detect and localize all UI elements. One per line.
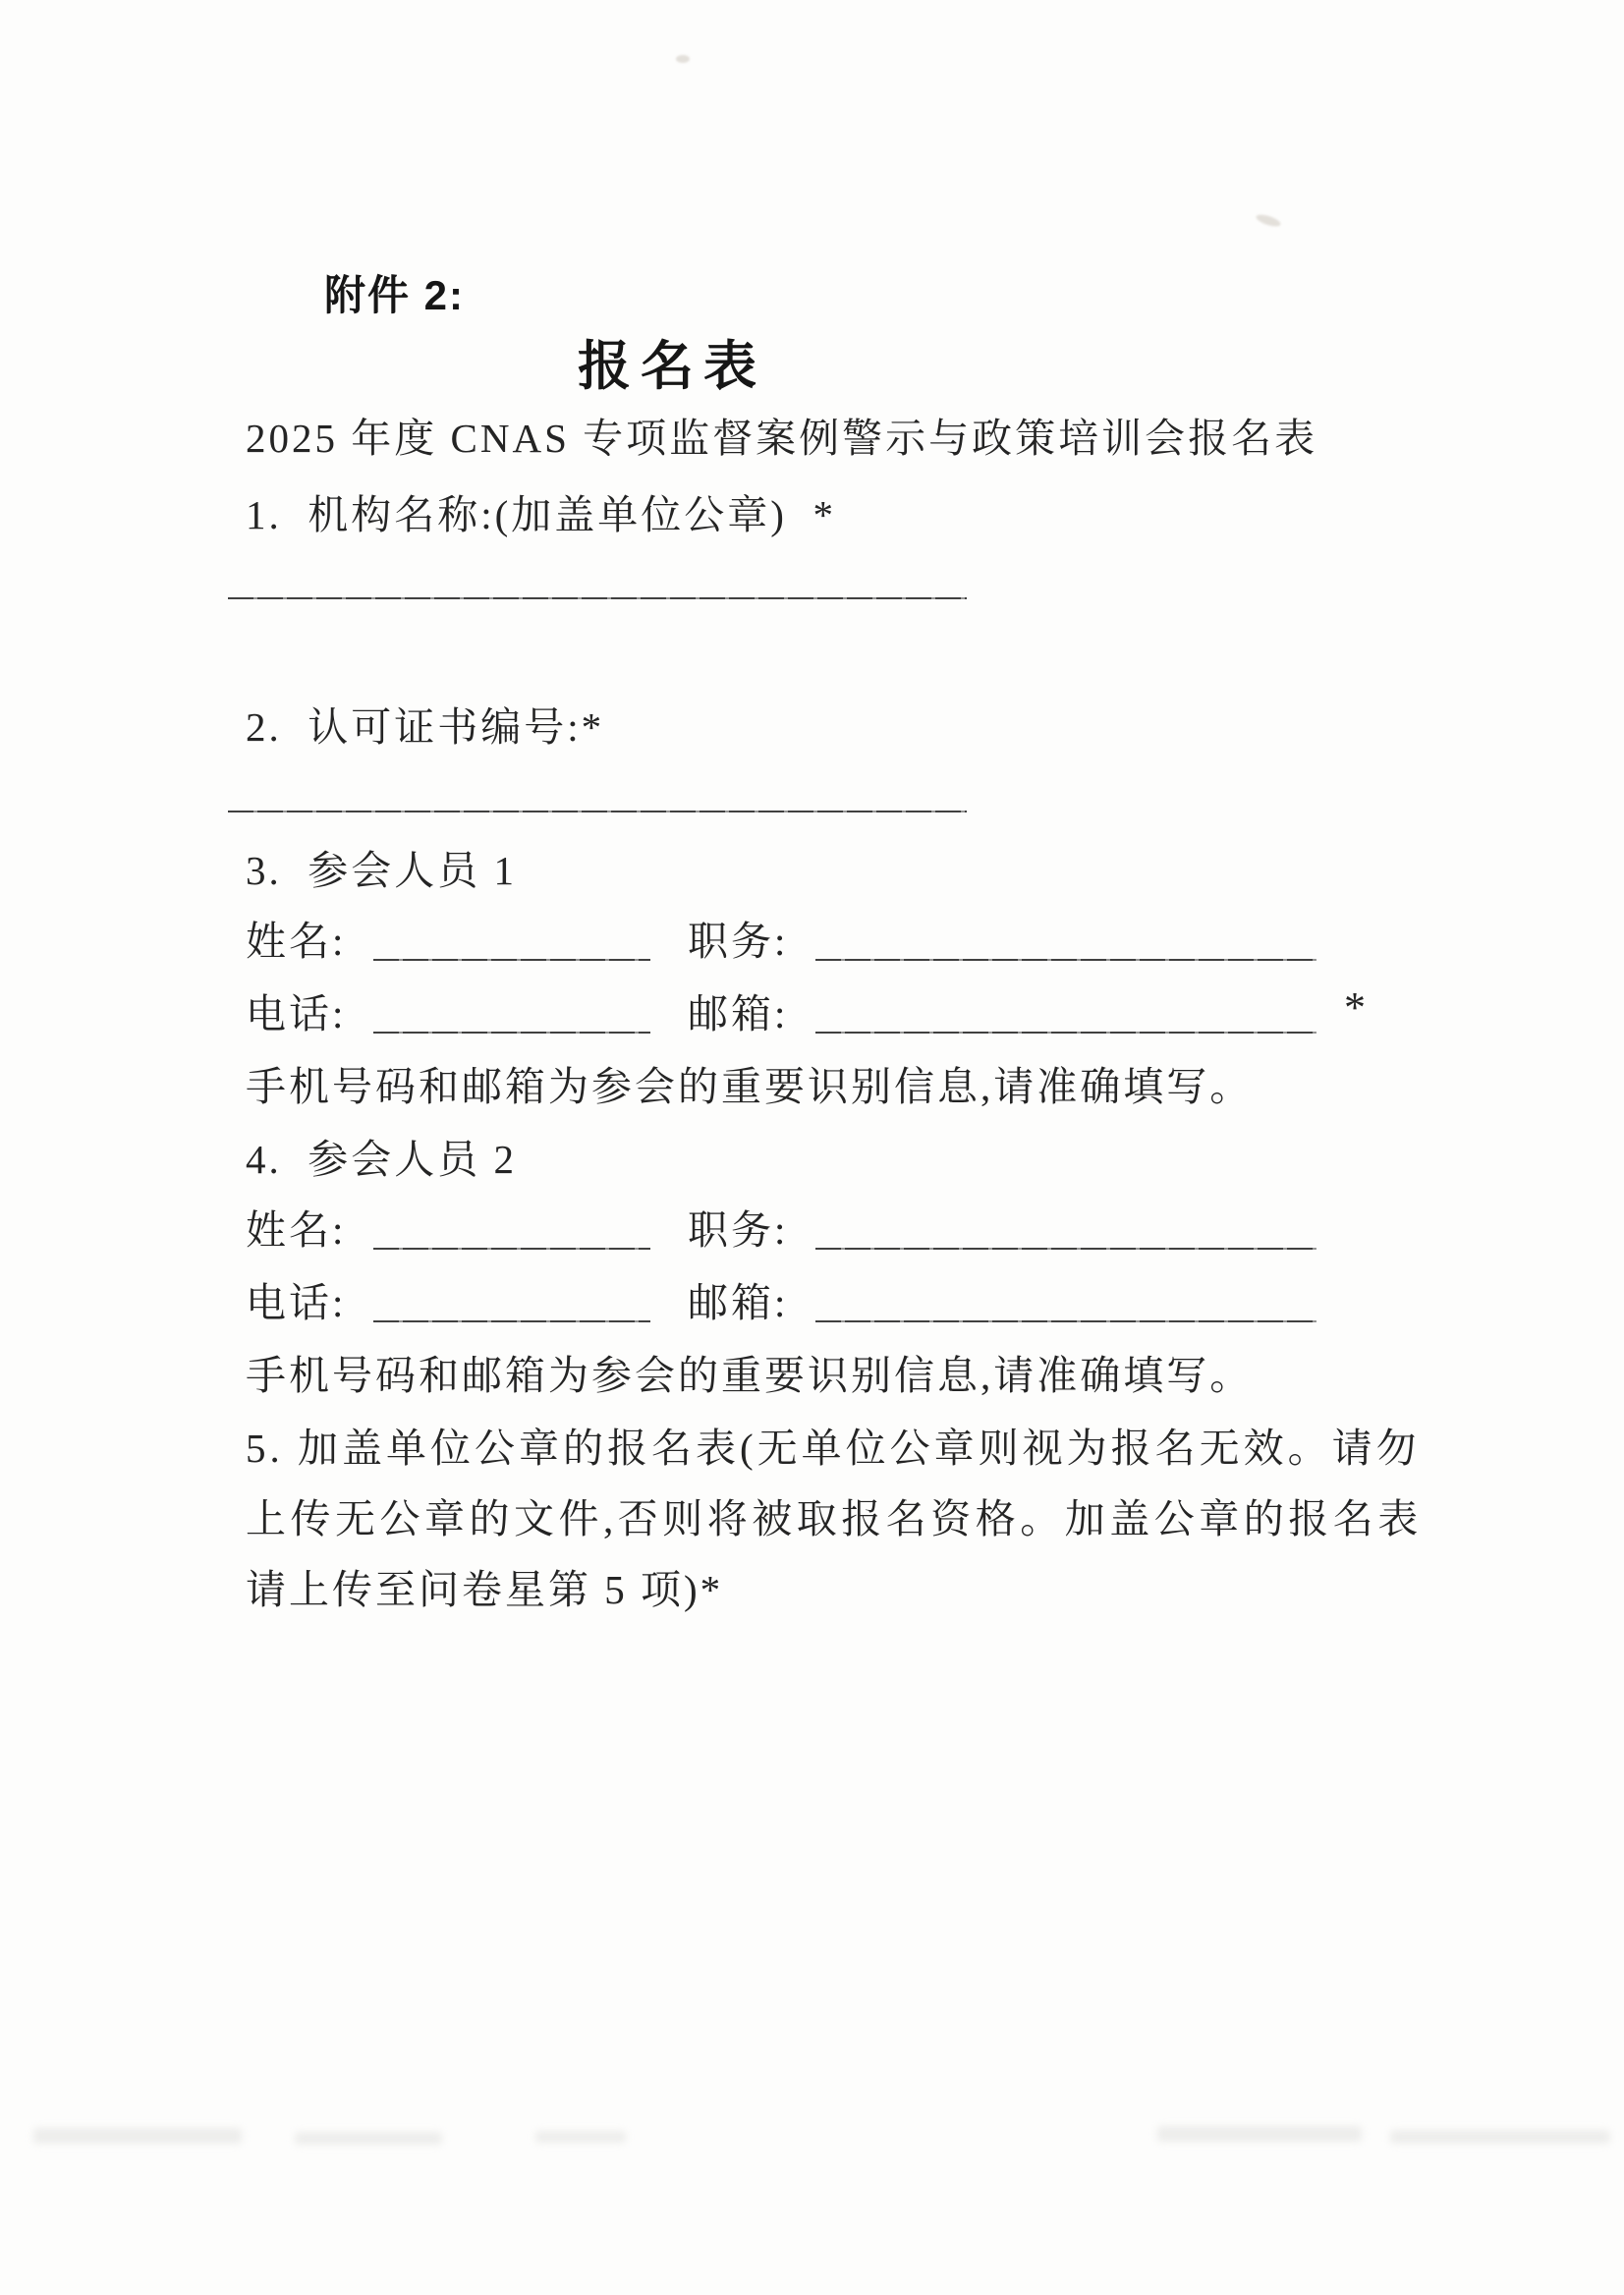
scan-speck [676, 55, 690, 63]
form-subtitle: 2025 年度 CNAS 专项监督案例警示与政策培训会报名表 [246, 416, 1318, 461]
name-field-label: 姓名: [246, 1207, 347, 1253]
form-title: 报名表 [578, 337, 766, 396]
item-5-stamp-instruction-line2: 上传无公章的文件,否则将被取报名资格。加盖公章的报名表 [246, 1496, 1423, 1541]
item-3-participant1-header: 3. 参会人员 1 [246, 848, 517, 893]
name-field-label: 姓名: [246, 919, 347, 964]
item-4-participant2-header: 4. 参会人员 2 [246, 1137, 517, 1182]
participant1-name-blank-line [373, 959, 650, 961]
email-field-label: 邮箱: [688, 1280, 789, 1325]
certificate-number-blank-line [228, 811, 967, 812]
scan-smudge [535, 2131, 626, 2143]
participant1-email-blank-line [815, 1032, 1316, 1034]
email-field-label: 邮箱: [688, 991, 789, 1036]
scan-speck [1255, 212, 1282, 229]
participant1-note: 手机号码和邮箱为参会的重要识别信息,请准确填写。 [246, 1064, 1254, 1109]
item-5-stamp-instruction-line3: 请上传至问卷星第 5 项)* [246, 1567, 724, 1612]
scan-smudge [1157, 2126, 1362, 2142]
duty-field-label: 职务: [688, 919, 789, 964]
scan-smudge [295, 2132, 442, 2145]
duty-field-label: 职务: [688, 1207, 789, 1253]
attachment-label: 附件 2: [324, 272, 466, 318]
institution-name-blank-line [228, 597, 967, 599]
item-1-institution-name: 1. 机构名称:(加盖单位公章) * [246, 492, 836, 537]
phone-field-label: 电话: [246, 991, 347, 1036]
participant2-phone-blank-line [373, 1320, 650, 1322]
item-5-stamp-instruction-line1: 5. 加盖单位公章的报名表(无单位公章则视为报名无效。请勿 [246, 1426, 1421, 1471]
required-asterisk: * [1344, 983, 1369, 1032]
scan-smudge [1390, 2130, 1610, 2144]
participant2-name-blank-line [373, 1248, 650, 1250]
participant2-email-blank-line [815, 1320, 1316, 1322]
participant2-note: 手机号码和邮箱为参会的重要识别信息,请准确填写。 [246, 1353, 1254, 1398]
participant1-duty-blank-line [815, 959, 1316, 961]
participant1-phone-blank-line [373, 1032, 650, 1034]
phone-field-label: 电话: [246, 1280, 347, 1325]
item-2-certificate-number: 2. 认可证书编号:* [246, 704, 605, 750]
participant2-duty-blank-line [815, 1248, 1316, 1250]
scan-smudge [33, 2128, 242, 2144]
